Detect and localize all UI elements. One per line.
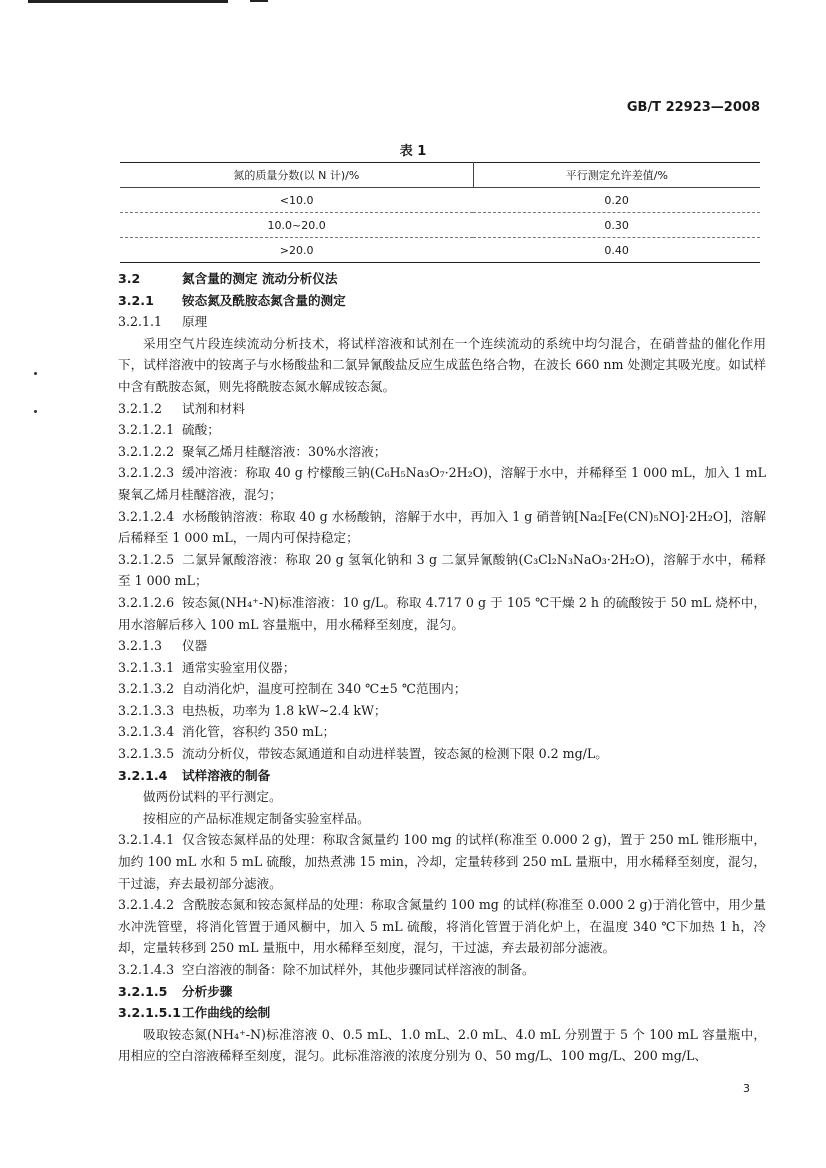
top-border-mark bbox=[250, 0, 268, 2]
clause-text: 工作曲线的绘制 bbox=[182, 1005, 271, 1021]
clause-text: 铵态氮及酰胺态氮含量的测定 bbox=[182, 292, 346, 308]
clause-text: 仅含铵态氮样品的处理：称取含氮量约 100 mg 的试样(称准至 0.000 2 g)，置于 250 mL 锥形瓶中，加约 100 mL 水和 5 mL 硫酸，加热煮沸 15 min，冷却，定量转移到 250 mL 量瓶中，用水稀释至刻度，混匀，干过滤，弃去最初部分滤液。 bbox=[118, 832, 766, 891]
table-row bbox=[120, 213, 760, 238]
clause bbox=[118, 829, 766, 894]
standard-number: GB/T 22923—2008 bbox=[626, 100, 760, 115]
clause bbox=[118, 894, 766, 959]
section-heading bbox=[118, 981, 766, 1003]
margin-dot bbox=[34, 372, 37, 375]
paragraph: 采用空气片段连续流动分析技术，将试样溶液和试剂在一个连续流动的系统中均匀混合，在硝普盐的催化作用下，试样溶液中的铵离子与水杨酸盐和二氯异氰酸盐反应生成蓝色络合物，在波长 660 nm 处测定其吸光度。如试样中含有酰胺态氮，则先将酰胺态氮水解成铵态氮。 bbox=[118, 335, 767, 394]
clause-text: 分析步骤 bbox=[182, 983, 233, 999]
clause-number: 3.2.1 bbox=[118, 292, 154, 308]
clause bbox=[118, 441, 766, 463]
clause bbox=[118, 592, 766, 635]
clause-number: 3.2.1.2.6 bbox=[118, 594, 175, 610]
clause bbox=[118, 506, 766, 549]
clause-text: 自动消化炉，温度可控制在 340 ℃±5 ℃范围内； bbox=[182, 681, 467, 697]
section-heading bbox=[118, 1002, 766, 1024]
paragraph: 做两份试料的平行测定。 bbox=[143, 789, 282, 805]
table-cell: >20.0 bbox=[279, 243, 314, 257]
table-header-row bbox=[120, 163, 760, 188]
clause-text: 电热板，功率为 1.8 kW~2.4 kW； bbox=[182, 702, 387, 718]
clause-text: 水杨酸钠溶液：称取 40 g 水杨酸钠，溶解于水中，再加入 1 g 硝普钠[Na₂[Fe(CN)₅NO]·2H₂O]，溶解后稀释至 1 000 mL，一周内可保持稳定； bbox=[118, 508, 766, 546]
clause-text: 消化管，容积约 350 mL； bbox=[182, 724, 336, 740]
clause bbox=[118, 419, 766, 441]
clause-number: 3.2.1.3.2 bbox=[118, 681, 175, 697]
clause-text: 原理 bbox=[182, 314, 208, 330]
clause-number: 3.2.1.5 bbox=[118, 983, 168, 999]
clause bbox=[118, 635, 766, 657]
clause bbox=[118, 959, 766, 981]
clause bbox=[118, 462, 766, 505]
clause bbox=[118, 678, 766, 700]
top-border-rule bbox=[28, 0, 228, 3]
clause-number: 3.2.1.2.5 bbox=[118, 551, 175, 567]
clause-number: 3.2.1.4.3 bbox=[118, 962, 175, 977]
clause-text: 缓冲溶液：称取 40 g 柠檬酸三钠(C₆H₅Na₃O₇·2H₂O)，溶解于水中，并稀释至 1 000 mL，加入 1 mL 聚氧乙烯月桂醚溶液，混匀； bbox=[118, 465, 766, 502]
clause-number: 3.2.1.5.1 bbox=[118, 1005, 181, 1021]
clause-number: 3.2.1.4.1 bbox=[118, 832, 175, 848]
clause-text: 二氯异氰酸溶液：称取 20 g 氢氧化钠和 3 g 二氯异氰酸钠(C₃Cl₂N₃NaO₃·2H₂O)，溶解于水中，稀释至 1 000 mL； bbox=[118, 551, 766, 589]
clause-text: 空白溶液的制备：除不加试样外，其他步骤同试样溶液的制备。 bbox=[182, 962, 535, 977]
table-row bbox=[120, 238, 760, 263]
clause-text: 通常实验室用仪器； bbox=[182, 659, 296, 675]
document-body bbox=[118, 268, 766, 1067]
clause-text: 流动分析仪，带铵态氮通道和自动进样装置，铵态氮的检测下限 0.2 mg/L。 bbox=[182, 746, 608, 762]
table-cell: 10.0~20.0 bbox=[267, 218, 326, 232]
clause-number: 3.2.1.3.3 bbox=[118, 702, 175, 718]
clause-number: 3.2.1.2 bbox=[118, 400, 163, 416]
clause-text: 氮含量的测定 流动分析仪法 bbox=[182, 271, 338, 286]
section-heading bbox=[118, 268, 766, 290]
paragraph: 吸取铵态氮(NH₄⁺-N)标准溶液 0、0.5 mL、1.0 mL、2.0 mL、4.0 mL 分别置于 5 个 100 mL 容量瓶中，用相应的空白溶液稀释至刻度，混匀。此标准溶液的浓度分别为 0、50 mg/L、100 mg/L、200 mg/L、 bbox=[118, 1026, 766, 1064]
paragraph: 按相应的产品标准规定制备实验室样品。 bbox=[143, 810, 370, 826]
clause-text: 仪器 bbox=[182, 638, 208, 654]
clause-number: 3.2.1.4 bbox=[118, 767, 168, 783]
section-heading bbox=[118, 765, 766, 787]
clause-number: 3.2.1.3 bbox=[118, 638, 163, 654]
column-header: 平行测定允许差值/% bbox=[565, 169, 668, 182]
clause-number: 3.2 bbox=[118, 271, 141, 286]
page-number: 3 bbox=[743, 1082, 750, 1095]
clause-number: 3.2.1.3.5 bbox=[118, 746, 175, 762]
column-header: 氮的质量分数(以 N 计)/% bbox=[120, 163, 473, 188]
clause-number: 3.2.1.2.2 bbox=[118, 443, 175, 459]
clause-text: 试样溶液的制备 bbox=[182, 767, 271, 783]
clause bbox=[118, 700, 766, 722]
table-cell: 0.20 bbox=[604, 193, 629, 207]
clause bbox=[118, 398, 766, 420]
table-cell: <10.0 bbox=[279, 193, 314, 207]
clause bbox=[118, 743, 766, 765]
clause-text: 硫酸； bbox=[182, 422, 220, 438]
clause-number: 3.2.1.1 bbox=[118, 314, 163, 330]
clause bbox=[118, 311, 766, 333]
clause-number: 3.2.1.2.4 bbox=[118, 508, 175, 524]
clause-number: 3.2.1.4.2 bbox=[118, 897, 175, 913]
clause-number: 3.2.1.2.1 bbox=[118, 422, 175, 438]
clause bbox=[118, 657, 766, 679]
clause-number: 3.2.1.3.4 bbox=[118, 724, 175, 740]
table-cell: 0.30 bbox=[604, 218, 629, 232]
table-cell: 0.40 bbox=[604, 243, 629, 257]
margin-dot bbox=[34, 410, 37, 413]
clause bbox=[118, 721, 766, 743]
clause-text: 试剂和材料 bbox=[182, 400, 245, 416]
clause bbox=[118, 549, 766, 592]
clause-number: 3.2.1.2.3 bbox=[118, 465, 175, 481]
table-row bbox=[120, 188, 760, 213]
clause-text: 含酰胺态氮和铵态氮样品的处理：称取含氮量约 100 mg 的试样(称准至 0.000 2 g)于消化管中，用少量水冲洗管壁，将消化管置于通风橱中，加入 5 mL 硫酸，将消化管置于消化炉上，在温度 340 ℃下加热 1 h，冷却，定量转移到 250 mL 量瓶中，用水稀释至刻度，混匀，干过滤，弃去最初部分滤液。 bbox=[118, 897, 766, 956]
table-title: 表 1 bbox=[399, 144, 427, 159]
clause-text: 铵态氮(NH₄⁺-N)标准溶液：10 g/L。称取 4.717 0 g 于 105 ℃干燥 2 h 的硫酸铵于 50 mL 烧杯中，用水溶解后移入 100 mL 容量瓶中，用水稀释至刻度，混匀。 bbox=[118, 594, 766, 632]
clause-number: 3.2.1.3.1 bbox=[118, 659, 175, 675]
nitrogen-tolerance-table bbox=[120, 162, 760, 263]
section-heading bbox=[118, 290, 766, 312]
clause-text: 聚氧乙烯月桂醚溶液：30%水溶液； bbox=[182, 443, 387, 459]
